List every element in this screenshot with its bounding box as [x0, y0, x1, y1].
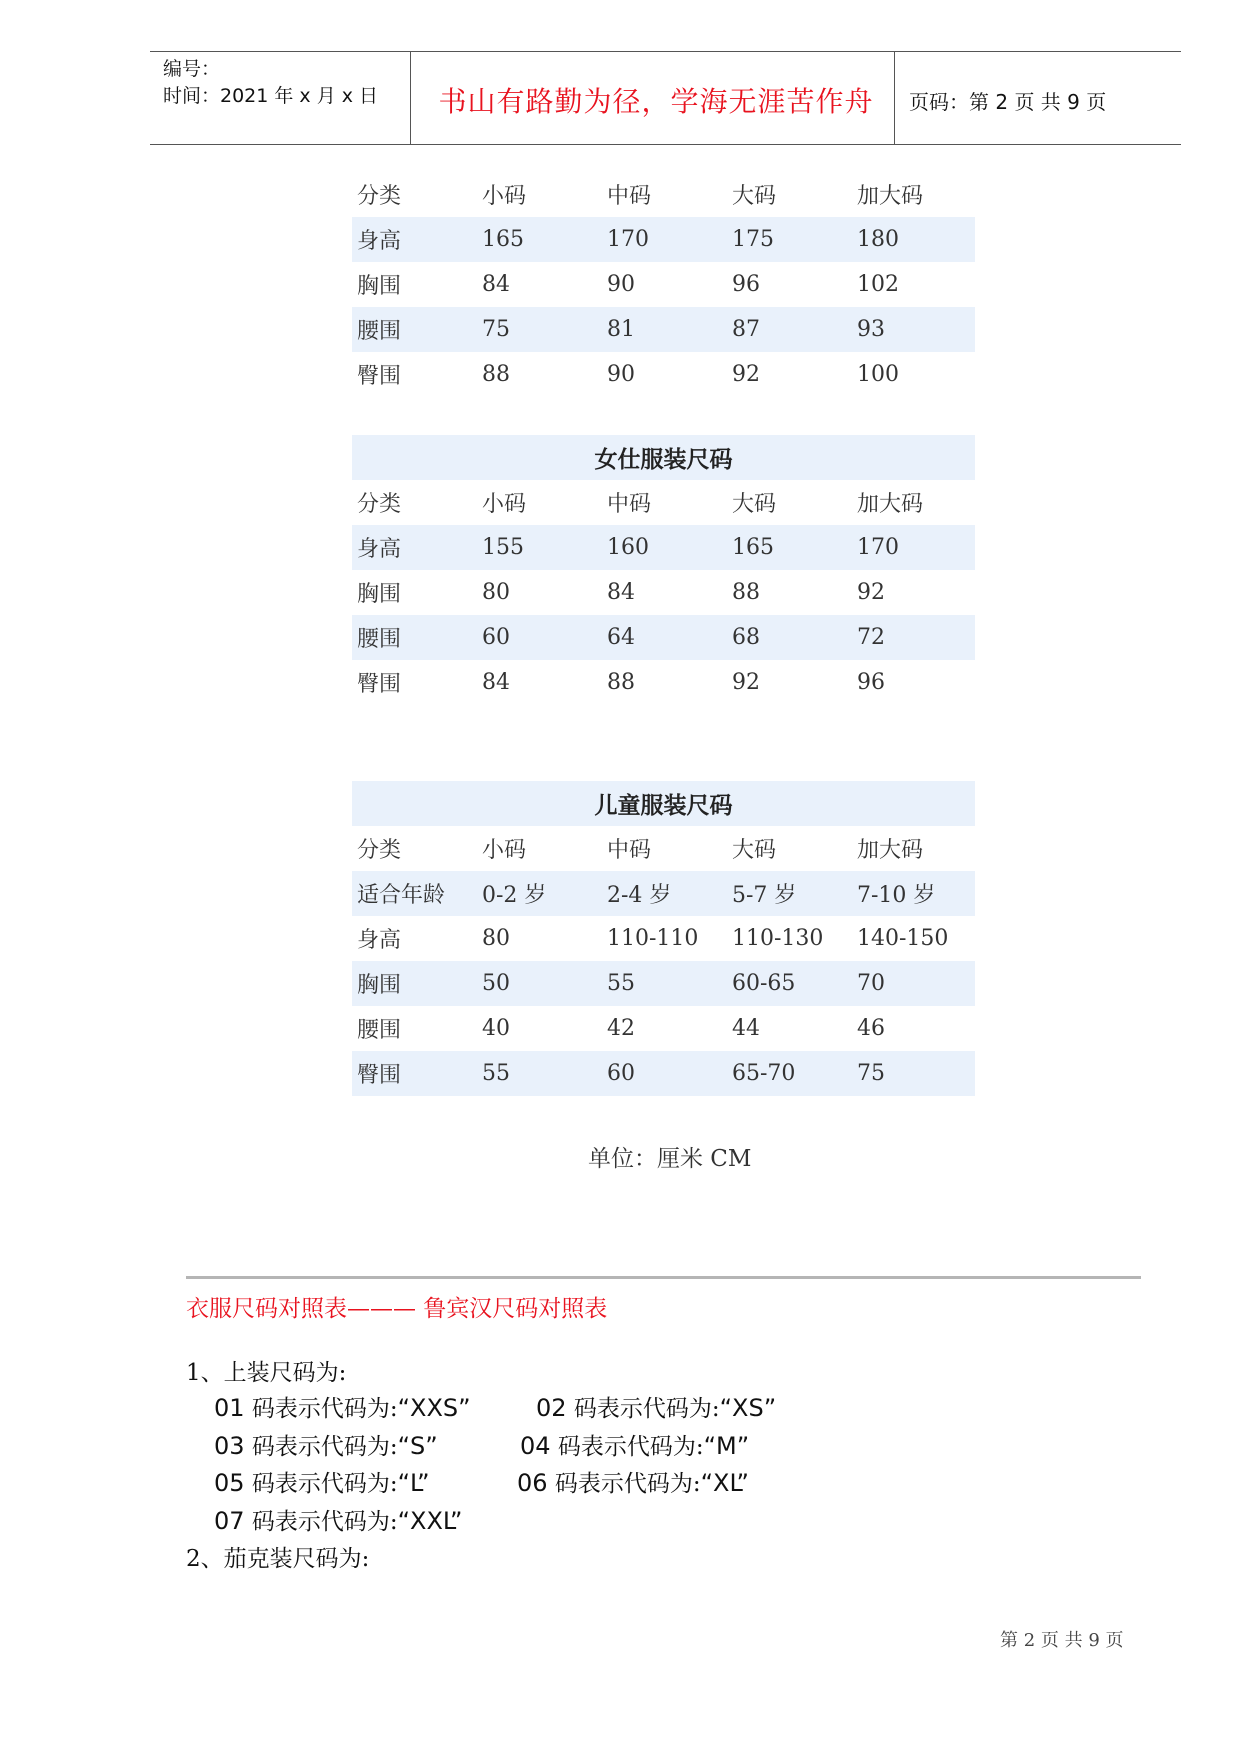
code-value: “L” — [397, 1469, 430, 1497]
code-entry — [214, 1465, 430, 1498]
code-label: 码表示代码为: — [557, 1434, 704, 1460]
table-cell: 44 — [732, 1016, 760, 1041]
table-cell: 中码 — [607, 492, 652, 517]
table-cell: 2-4 岁 — [602, 871, 727, 916]
code-entry — [536, 1390, 776, 1423]
code-number: 05 — [214, 1469, 245, 1497]
table-cell: 分类 — [357, 492, 402, 517]
table-cell: 胸围 — [357, 582, 402, 607]
table-title: 女仕服装尺码 — [352, 435, 975, 480]
table-header-row — [352, 826, 975, 871]
table-cell: 92 — [732, 362, 760, 387]
code-entry — [520, 1428, 749, 1461]
table-cell: 88 — [607, 670, 635, 695]
table-title: 儿童服装尺码 — [352, 781, 975, 826]
code-entry — [517, 1465, 749, 1498]
table-cell: 小码 — [482, 184, 527, 209]
table-cell: 身高 — [352, 525, 477, 570]
table-cell: 身高 — [352, 217, 477, 262]
code-number: 03 — [214, 1432, 245, 1460]
table-cell: 88 — [482, 362, 510, 387]
table-row — [352, 352, 975, 397]
list-item-1: 1、上装尺码为: — [186, 1360, 347, 1386]
table-row — [352, 570, 975, 615]
table-row — [352, 217, 975, 262]
table-row — [352, 615, 975, 660]
table-cell: 155 — [477, 525, 602, 570]
table-title-row — [352, 435, 975, 480]
table-row — [352, 916, 975, 961]
header-info — [163, 56, 378, 110]
table-cell: 81 — [602, 307, 727, 352]
table-cell: 80 — [482, 926, 510, 951]
code-label: 码表示代码为: — [251, 1509, 398, 1535]
table-cell: 80 — [482, 580, 510, 605]
code-value: “S” — [397, 1432, 438, 1460]
table-cell: 大码 — [732, 838, 777, 863]
table-cell: 87 — [727, 307, 852, 352]
table-row — [352, 660, 975, 705]
page-footer: 第 2 页 共 9 页 — [1000, 1630, 1124, 1651]
table-cell: 170 — [852, 525, 975, 570]
code-entry — [214, 1390, 471, 1423]
table-header-row — [352, 172, 975, 217]
table-cell: 70 — [852, 961, 975, 1006]
table-cell: 60-65 — [727, 961, 852, 1006]
code-label: 码表示代码为: — [554, 1471, 701, 1497]
header-top-rule — [150, 51, 1181, 52]
table-cell: 170 — [602, 217, 727, 262]
table-cell: 102 — [857, 272, 899, 297]
table-cell: 小码 — [482, 492, 527, 517]
table-row — [352, 871, 975, 916]
table-cell: 中码 — [607, 838, 652, 863]
table-cell: 42 — [607, 1016, 635, 1041]
code-label: 码表示代码为: — [251, 1434, 398, 1460]
table-cell: 93 — [852, 307, 975, 352]
table-cell: 身高 — [357, 928, 402, 953]
table-cell: 110-130 — [732, 926, 824, 951]
table-cell: 84 — [482, 272, 510, 297]
header-motto: 书山有路勤为径，学海无涯苦作舟 — [438, 85, 874, 118]
table-cell: 75 — [477, 307, 602, 352]
table-row — [352, 307, 975, 352]
table-cell: 胸围 — [357, 274, 402, 299]
code-number: 02 — [536, 1394, 567, 1422]
table-cell: 7-10 岁 — [852, 871, 975, 916]
code-value: “M” — [703, 1432, 750, 1460]
code-label: 码表示代码为: — [251, 1396, 398, 1422]
table-cell: 0-2 岁 — [477, 871, 602, 916]
table-cell: 90 — [607, 272, 635, 297]
table-row — [352, 1051, 975, 1096]
table-cell: 40 — [482, 1016, 510, 1041]
table-cell: 92 — [732, 670, 760, 695]
table-cell: 臀围 — [352, 1051, 477, 1096]
table-cell: 46 — [857, 1016, 885, 1041]
table-cell: 175 — [727, 217, 852, 262]
code-value: “XL” — [700, 1469, 749, 1497]
code-entry — [214, 1503, 462, 1536]
code-number: 06 — [517, 1469, 548, 1497]
code-label: 码表示代码为: — [251, 1471, 398, 1497]
table-cell: 腰围 — [352, 307, 477, 352]
table-cell: 75 — [852, 1051, 975, 1096]
table-cell: 65-70 — [727, 1051, 852, 1096]
table-row — [352, 262, 975, 307]
table-row — [352, 525, 975, 570]
code-number: 01 — [214, 1394, 245, 1422]
list-item-2: 2、茄克装尺码为: — [186, 1546, 370, 1572]
table-cell: 96 — [857, 670, 885, 695]
table-cell: 72 — [852, 615, 975, 660]
table-cell: 100 — [857, 362, 899, 387]
table-cell: 165 — [727, 525, 852, 570]
code-value: “XS” — [719, 1394, 777, 1422]
table-row — [352, 1006, 975, 1051]
table-cell: 160 — [602, 525, 727, 570]
table-cell: 加大码 — [857, 838, 924, 863]
table-cell: 140-150 — [857, 926, 949, 951]
code-value: “XXS” — [397, 1394, 471, 1422]
table-cell: 55 — [477, 1051, 602, 1096]
table-cell: 腰围 — [352, 615, 477, 660]
code-number: 04 — [520, 1432, 551, 1460]
table-cell: 臀围 — [357, 672, 402, 697]
table-cell: 84 — [607, 580, 635, 605]
table-cell: 110-110 — [607, 926, 699, 951]
code-number: 07 — [214, 1507, 245, 1535]
table-cell: 96 — [732, 272, 760, 297]
document-number-label: 编号： — [163, 58, 221, 80]
table-cell: 大码 — [732, 184, 777, 209]
table-cell: 64 — [602, 615, 727, 660]
table-cell: 加大码 — [857, 184, 924, 209]
table-cell: 90 — [607, 362, 635, 387]
table-cell: 中码 — [607, 184, 652, 209]
code-value: “XXL” — [397, 1507, 463, 1535]
table-cell: 臀围 — [357, 364, 402, 389]
table-row — [352, 961, 975, 1006]
table-cell: 165 — [477, 217, 602, 262]
table-cell: 50 — [477, 961, 602, 1006]
table-cell: 加大码 — [857, 492, 924, 517]
table-header-row — [352, 480, 975, 525]
table-cell: 胸围 — [352, 961, 477, 1006]
code-entry — [214, 1428, 438, 1461]
table-cell: 适合年龄 — [352, 871, 477, 916]
table-cell: 88 — [732, 580, 760, 605]
table-cell: 大码 — [732, 492, 777, 517]
table-cell: 68 — [727, 615, 852, 660]
header-bottom-rule — [150, 144, 1181, 145]
table-cell: 92 — [857, 580, 885, 605]
table-title-row — [352, 781, 975, 826]
table-cell: 60 — [602, 1051, 727, 1096]
section-title: 衣服尺码对照表——— 鲁宾汉尺码对照表 — [186, 1296, 608, 1322]
table-cell: 分类 — [357, 838, 402, 863]
men-size-table — [352, 172, 975, 397]
section-divider — [186, 1276, 1141, 1279]
table-cell: 5-7 岁 — [727, 871, 852, 916]
table-cell: 小码 — [482, 838, 527, 863]
table-cell: 84 — [482, 670, 510, 695]
kids-size-table — [352, 781, 975, 1096]
code-label: 码表示代码为: — [573, 1396, 720, 1422]
women-size-table — [352, 435, 975, 705]
table-cell: 180 — [852, 217, 975, 262]
document-time-label: 时间：2021 年 x 月 x 日 — [163, 85, 379, 107]
header-page-number: 页码：第 2 页 共 9 页 — [909, 90, 1107, 114]
table-cell: 腰围 — [357, 1018, 402, 1043]
table-cell: 60 — [477, 615, 602, 660]
unit-label: 单位：厘米 CM — [588, 1146, 752, 1172]
table-cell: 55 — [602, 961, 727, 1006]
table-cell: 分类 — [357, 184, 402, 209]
